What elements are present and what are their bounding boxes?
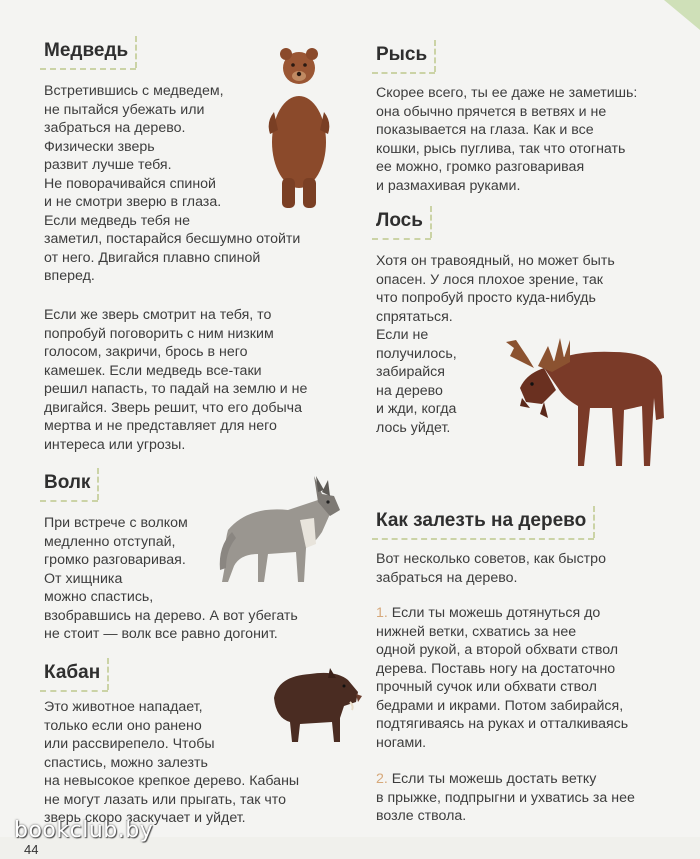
bear-heading: Медведь bbox=[44, 40, 134, 62]
climb-intro: Вот несколько советов, как быстро забраться на дерево. bbox=[376, 551, 606, 586]
wolf-heading: Волк bbox=[44, 472, 96, 494]
corner-decoration bbox=[640, 0, 700, 30]
climb-heading: Как залезть на дерево bbox=[376, 510, 592, 532]
step-2-text: Если ты можешь достать ветку в прыжке, подпрыгни и ухватись за нее возле ствола. bbox=[376, 771, 635, 824]
boar-illustration bbox=[270, 662, 362, 748]
bear-illustration bbox=[262, 42, 336, 210]
wolf-text: При встрече с волком медленно отступай, громко разговаривая. От хищника можно спастись, взобравшись на дерево. А вот убегать не стоит — волк все равно догонит. bbox=[44, 515, 298, 642]
boar-text: Это животное нападает, только если оно ранено или рассвирепело. Чтобы спастись, можно залезть на невысокое крепкое дерево. Кабаны не могут лазать или прыгать, так что зверь скоро заскучает и уйдет. bbox=[44, 699, 300, 826]
boar-heading: Кабан bbox=[44, 662, 106, 684]
moose-text: Хотя он травоядный, но может быть опасен. У лося плохое зрение, так что попробуй просто куда-нибудь спрятаться. Если не получилось, забирайся на дерево и жди, когда лось уйдет. bbox=[376, 253, 615, 436]
bear-text-2: Если же зверь смотрит на тебя, то попробуй поговорить с ним низким голосом, закричи, брось в него камешек. Если медведь все-таки решил напасть, то падай на землю и не двигайся. Зверь решит, что его добыча мертва и не представляет для него интереса или угрозы. bbox=[44, 307, 308, 453]
bear-text-1: Встретившись с медведем, не пытайся убежать или забраться на дерево. Физически зверь развит лучше тебя. Не поворачивайся спиной и не смотри зверю в глаза. Если медведь тебя не заметил, постарайся бесшумно отойти от него. Двигайся плавно спиной вперед. bbox=[44, 83, 301, 284]
climb-step-2 bbox=[376, 770, 635, 826]
step-1-number: 1. bbox=[376, 605, 388, 621]
step-2-number: 2. bbox=[376, 771, 388, 787]
climb-step-1 bbox=[376, 604, 628, 752]
watermark: bookclub.by bbox=[14, 818, 154, 843]
lynx-text: Скорее всего, ты ее даже не заметишь: она обычно прячется в ветвях и не показывается на глаза. Как и все кошки, рысь пуглива, так что отогнать ее можно, громко разговаривая и размахивая руками. bbox=[376, 85, 638, 194]
page-number: 44 bbox=[24, 842, 39, 857]
wolf-illustration bbox=[218, 470, 344, 588]
lynx-heading: Рысь bbox=[376, 44, 433, 66]
step-1-text: Если ты можешь дотянуться до нижней ветки, схватись за нее одной рукой, а второй обхвати ствол дерева. Поставь ногу на достаточно прочный сучок или обхвати ствол бедрами и икрами. Потом забирайся, подтягиваясь на руках и отталкиваясь ногами. bbox=[376, 605, 629, 751]
moose-illustration bbox=[504, 318, 674, 468]
moose-heading: Лось bbox=[376, 210, 429, 232]
